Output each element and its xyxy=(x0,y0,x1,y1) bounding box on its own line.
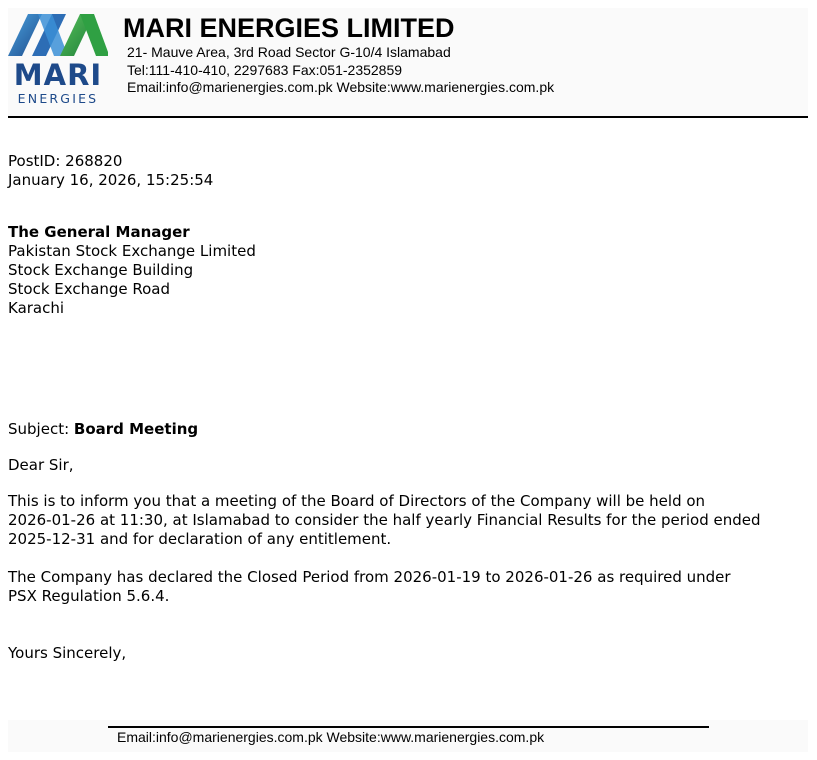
subject-text: Board Meeting xyxy=(73,420,199,438)
salutation: Dear Sir, xyxy=(8,456,74,474)
closing: Yours Sincerely, xyxy=(8,644,127,662)
post-id: PostID: 268820 xyxy=(8,152,123,170)
recipient-line: Karachi xyxy=(8,299,65,317)
logo-word-energies: ENERGIES xyxy=(17,91,99,106)
recipient-line: Stock Exchange Building xyxy=(8,261,194,279)
body-paragraph-1-line: 2025-12-31 and for declaration of any entitlement. xyxy=(8,530,392,548)
body-paragraph-2-line: PSX Regulation 5.6.4. xyxy=(8,587,170,605)
subject-line xyxy=(8,420,198,439)
company-email-website: Email:info@marienergies.com.pk Website:www.marienergies.com.pk xyxy=(127,79,555,95)
recipient-line: Stock Exchange Road xyxy=(8,280,170,298)
letterhead-divider xyxy=(8,116,808,118)
recipient-line: Pakistan Stock Exchange Limited xyxy=(8,242,256,260)
post-datetime: January 16, 2026, 15:25:54 xyxy=(8,171,214,189)
mari-energies-logo xyxy=(8,12,108,107)
company-address: 21- Mauve Area, 3rd Road Sector G-10/4 Islamabad xyxy=(127,44,451,60)
footer-divider xyxy=(108,726,709,728)
body-paragraph-1-line: 2026-01-26 at 11:30, at Islamabad to consider the half yearly Financial Results for the period ended xyxy=(8,511,761,529)
company-phone-fax: Tel:111-410-410, 2297683 Fax:051-2352859 xyxy=(127,62,403,78)
company-name: MARI ENERGIES LIMITED xyxy=(123,13,455,43)
recipient-title: The General Manager xyxy=(8,223,190,241)
body-paragraph-1-line: This is to inform you that a meeting of the Board of Directors of the Company will be held on xyxy=(8,492,706,510)
body-paragraph-2-line: The Company has declared the Closed Period from 2026-01-19 to 2026-01-26 as required under xyxy=(8,568,731,586)
logo-word-mari: MARI xyxy=(13,58,103,92)
subject-label: Subject: xyxy=(8,420,74,438)
mari-m-mark-icon xyxy=(8,12,108,58)
footer-contact: Email:info@marienergies.com.pk Website:www.marienergies.com.pk xyxy=(117,729,545,745)
